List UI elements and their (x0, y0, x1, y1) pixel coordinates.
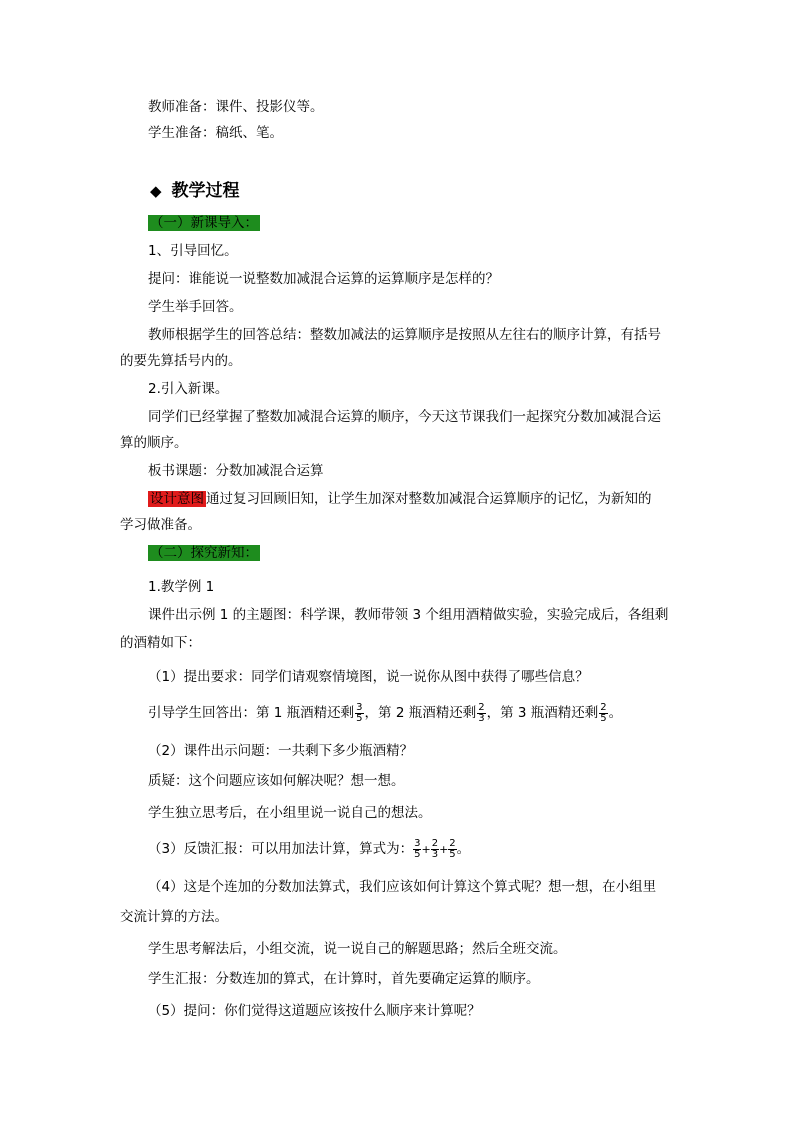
section-heading (150, 178, 240, 204)
equation-fraction-3-numerator: 2 (449, 837, 456, 849)
p1-line-4b: 的要先算括号内的。 (120, 353, 242, 369)
p2-line-5: （2）课件出示问题：一共剩下多少瓶酒精？ (148, 743, 414, 759)
part1-tag: （一）新课导入： (150, 215, 258, 231)
p1-line-3: 学生举手回答。 (148, 299, 243, 315)
p1-line-5: 2.引入新课。 (148, 381, 229, 397)
teacher-prep: 教师准备：课件、投影仪等。 (148, 99, 324, 115)
p1-line-4a: 教师根据学生的回答总结：整数加减法的运算顺序是按照从左往右的顺序计算，有括号 (148, 327, 661, 343)
part1-heading (148, 212, 704, 234)
p2-line-9b: 交流计算的方法。 (120, 909, 228, 925)
p2-line-2b: 的酒精如下： (120, 635, 201, 651)
p1-line-7: 板书课题：分数加减混合运算 (148, 463, 324, 479)
p1-line-6b: 算的顺序。 (120, 435, 188, 451)
fraction-1-denominator: 5 (356, 712, 363, 724)
equation-fraction-3 (448, 839, 456, 860)
fraction-1 (355, 703, 363, 724)
p2-line-1: 1.教学例 1 (148, 579, 215, 595)
p2-line-4-end: 。 (608, 705, 623, 721)
p1-line-2: 提问：谁能说一说整数加减混合运算的运算顺序是怎样的？ (148, 271, 499, 287)
equation-fraction-1-denominator: 5 (414, 848, 421, 860)
plus-sign-1: + (421, 843, 431, 856)
p2-line-8-end: 。 (456, 841, 471, 857)
fraction-1-numerator: 3 (356, 701, 363, 713)
plus-sign-2: + (439, 843, 449, 856)
fraction-3 (599, 703, 607, 724)
p2-line-4-mid2: ，第 3 瓶酒精还剩 (486, 705, 599, 721)
p2-line-8 (148, 838, 704, 861)
fraction-2-denominator: 3 (478, 712, 485, 724)
p2-line-6: 质疑：这个问题应该如何解决呢？想一想。 (148, 773, 405, 789)
fraction-3-denominator: 5 (600, 712, 607, 724)
fraction-2-numerator: 2 (478, 701, 485, 713)
fraction-3-numerator: 2 (600, 701, 607, 713)
equation-fraction-2-numerator: 2 (431, 837, 439, 849)
p1-line-6a: 同学们已经掌握了整数加减混合运算的顺序，今天这节课我们一起探究分数加减混合运 (148, 409, 661, 425)
student-prep: 学生准备：稿纸、笔。 (148, 125, 283, 141)
design-intent-line (148, 488, 704, 510)
p2-line-8-pre: （3）反馈汇报：可以用加法计算，算式为： (148, 841, 414, 857)
design-intent-text-2: 学习做准备。 (120, 517, 201, 533)
design-intent-tag: 设计意图 (150, 491, 204, 507)
p2-line-3: （1）提出要求：同学们请观察情境图，说一说你从图中获得了哪些信息？ (148, 669, 589, 685)
p2-line-9a: （4）这是个连加的分数加法算式，我们应该如何计算这个算式呢？想一想，在小组里 (148, 879, 657, 895)
fraction-2 (477, 703, 485, 724)
part2-heading (148, 542, 704, 564)
design-intent-text: 通过复习回顾旧知，让学生加深对整数加减混合运算顺序的记忆，为新知的 (206, 491, 652, 507)
p2-line-10: 学生思考解法后，小组交流，说一说自己的解题思路；然后全班交流。 (148, 941, 567, 957)
p2-line-4-mid1: ，第 2 瓶酒精还剩 (364, 705, 477, 721)
equation-fraction-3-denominator: 5 (449, 848, 456, 860)
p2-line-12: （5）提问：你们觉得这道题应该按什么顺序来计算呢？ (148, 1003, 481, 1019)
section-title: 教学过程 (171, 181, 240, 201)
p2-line-4-pre: 引导学生回答出：第 1 瓶酒精还剩 (148, 705, 355, 721)
p1-line-1: 1、引导回忆。 (148, 243, 238, 259)
equation-fraction-2 (431, 839, 439, 860)
diamond-bullet-icon: ◆ (150, 182, 162, 200)
equation-fraction-1-numerator: 3 (414, 837, 421, 849)
p2-line-2a: 课件出示例 1 的主题图：科学课，教师带领 3 个组用酒精做实验，实验完成后，各组剩 (148, 607, 669, 623)
equation-fraction-2-denominator: 3 (431, 848, 439, 860)
part2-tag: （二）探究新知： (150, 545, 258, 561)
p2-line-7: 学生独立思考后，在小组里说一说自己的想法。 (148, 805, 432, 821)
p2-line-11: 学生汇报：分数连加的算式，在计算时，首先要确定运算的顺序。 (148, 971, 540, 987)
p2-line-4 (148, 702, 704, 724)
